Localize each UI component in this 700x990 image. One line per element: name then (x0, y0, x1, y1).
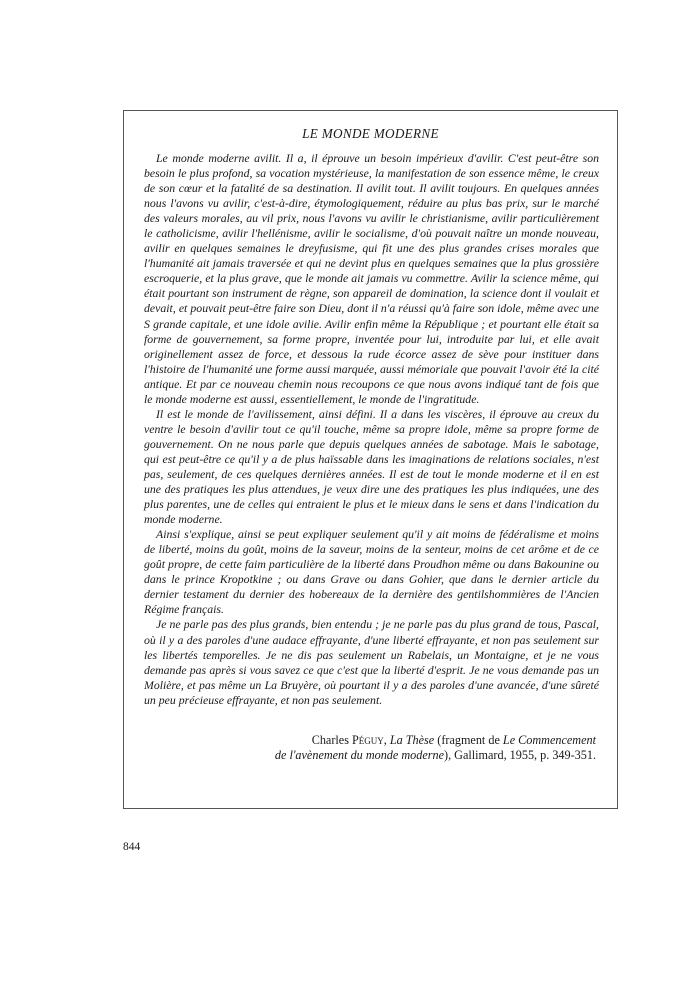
page-number: 844 (123, 841, 141, 853)
citation-separator: , (383, 733, 390, 747)
citation-pre: (fragment de (434, 733, 503, 747)
source-title-part-2: de l'avènement du monde moderne (274, 748, 445, 762)
author-last-name: Péguy (351, 733, 384, 747)
work-title: La Thèse (389, 733, 435, 747)
source-title-part-1: Le Commencement (502, 733, 596, 747)
article-title: LE MONDE MODERNE (302, 126, 439, 141)
paragraph-3: Ainsi s'explique, ainsi se peut expliquer seulement qu'il y ait moins de fédéralisme et moins de liberté, moins du goût, moins de la saveur, moins de la senteur, moins de cet arôme et de ce goût propre, de cette faim particulière de la liberté dans Proudhon même ou dans Bakounine ou dans le prince Kropotkine ; ou dans Grave ou dans Gohier, que dans le dernier article du dernier testament du dernier des hobereaux de la dernière des gentilshommières de l'Ancien Régime français. (144, 527, 599, 617)
citation-post: ), Gallimard, 1955, p. 349-351. (444, 748, 596, 762)
citation-line-2 (275, 748, 596, 763)
author-first-name: Charles (311, 733, 349, 747)
paragraph-2: Il est le monde de l'avilissement, ainsi défini. Il a dans les viscères, il éprouve au creux du ventre le besoin d'avilir tout ce qu'il touche, même sa propre idole, même sa propre forme de gouvernement. On ne nous parle que depuis quelques années de sabotage. Mais le sabotage, qui est peut-être ce qu'il y a de plus haïssable dans les imaginations de relations sociales, n'est pas, seulement, de ces quelques dernières années. Il est de tout le monde moderne et il en est une des pratiques les plus attendues, je veux dire une des pratiques les plus indiquées, une des plus parentes, une de celles qui entraient le plus et le mieux dans le sens et dans l'indication du monde moderne. (144, 406, 599, 527)
paragraph-1: Le monde moderne avilit. Il a, il éprouve un besoin impérieux d'avilir. C'est peut-être son besoin le plus profond, sa vocation mystérieuse, la manifestation de son essence même, le creux de son cœur et la fatalité de sa destination. Il avilit tout. Il avilit toujours. En quelques années nous l'avons vu avilir, c'est-à-dire, étymologiquement, réduire au plus bas prix, sur le marché des valeurs morales, au vil prix, nous l'avons vu avilir le christianisme, avilir particulièrement le catholicisme, avilir l'hellénisme, avilir le socialisme, d'où pouvait naître un monde nouveau, avilir en quelques semaines le dreyfusisme, qui fit une des plus grandes crises morales que l'humanité ait jamais traversée et qui ne devint plus en quelques semaines que la plus grossière escroquerie, et la plus grave, que le monde ait jamais vu commettre. Avilir la science même, qui était pourtant son instrument de règne, son appareil de domination, la science dont il voulait et devait, et pouvait peut-être faire son Dieu, dont il n'a réussi qu'à faire son idole, même avec une S grande capitale, et une idole avilie. Avilir enfin même la République ; et pourtant elle était sa forme de gouvernement, sa forme propre, inventée pour lui, introduite par lui, et elle avait originellement assez de force, et dessous la rude écorce assez de sève pour instituer dans l'histoire de l'humanité une forme aussi marquée, aussi mémoriale que pouvait l'avoir été la cité antique. Et par ce nouveau chemin nous recoupons ce que nous avons indiqué tant de fois que le monde moderne est aussi, essentiellement, le monde de l'ingratitude. (144, 151, 599, 406)
article-body (144, 151, 599, 708)
text-box (123, 110, 618, 809)
citation (275, 733, 596, 763)
paragraph-4: Je ne parle pas des plus grands, bien entendu ; je ne parle pas du plus grand de tous, Pascal, où il y a des paroles d'une audace effrayante, d'une liberté effrayante, et non pas seulement sur les libertés temporelles. Je ne dis pas seulement un Rabelais, un Montaigne, et je ne vous demande pas après si vous savez ce que c'est que la liberté d'esprit. Je ne vous demande pas un Molière, et pas même un La Bruyère, où pourtant il y a des paroles d'une avancée, d'une sûreté un peu précieuse effrayante, et non pas seulement. (144, 617, 599, 707)
citation-line-1 (275, 733, 596, 748)
